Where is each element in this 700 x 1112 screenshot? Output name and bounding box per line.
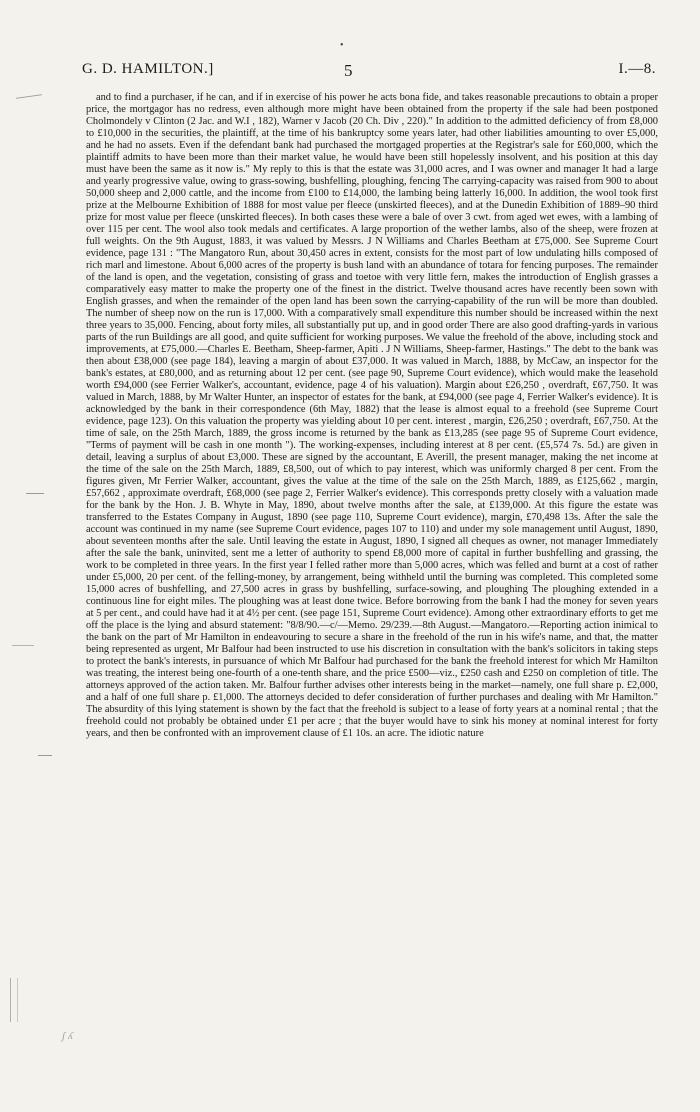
- margin-pencil-mark: [16, 94, 42, 99]
- margin-pencil-mark: [38, 755, 52, 756]
- body-text: [86, 92, 658, 740]
- margin-pencil-mark: [10, 978, 18, 1022]
- margin-scribble: ʃ ʎ: [62, 1030, 73, 1042]
- margin-pencil-mark: [26, 493, 44, 494]
- margin-pencil-mark: [12, 645, 34, 646]
- page-number: 5: [344, 61, 353, 80]
- header-author: G. D. HAMILTON.]: [82, 61, 214, 77]
- document-reference: I.—8.: [618, 61, 656, 77]
- ink-dot: •: [340, 40, 344, 51]
- running-header: [82, 61, 656, 83]
- body-paragraph: and to find a purchaser, if he can, and if in exercise of his power he acts bona fide, and takes reasonable precautions to obtain a proper price, the mortgagor has no redress, even although more might have been obtained from the property if the sale had been postponed Cholmondely v Clinton (2 Jac. and W.I , 182), Warner v Jacob (20 Ch. Div , 220)." In addition to the admitted deficiency of from £8,000 to £10,000 in the securities, the plaintiff, at the time of his bankruptcy some years later, had other liabilities amounting to over £5,000, and he had no assets. Even if the defendant bank had purchased the mortgaged properties at the Registrar's sale for £60,000, which the plaintiff admits to have been more than their market value, he would have been still hopelessly insolvent, and his position at this day must have been the same as it now is." My reply to this is that the estate was 31,000 acres, and I was owner and manager It had a large and yearly progressive value, owing to grass-sowing, bushfelling, ploughing, fencing The carrying-capacity was raised from 900 to about 50,000 sheep and 2,000 cattle, and the income from £100 to £14,000, the lambing being latterly 16,000. In addition, the wool took first prize at the Melbourne Exhibition of 1888 for most value per fleece (unskirted fleeces), and at the Dunedin Exhibition of 1889–90 third prize for most value per fleece (unskirted fleeces). In both cases these were a bale of over 3 cwt. from aged wet ewes, with a lambing of over 115 per cent. The wool also took medals and certificates. A large proportion of the wether lambs, also of the sheep, were frozen at full weights. On the 9th August, 1883, it was valued by Messrs. J N Williams and Charles Beetham at £75,000. See Supreme Court evidence, page 131 : "The Mangatoro Run, about 30,450 acres in extent, consists for the most part of low undulating hills composed of rich marl and limestone. About 6,000 acres of the property is bush land with an abundance of totara for fencing purposes. The remainder of the land is open, and the vegetation, consisting of grass and toetoe with very little fern, makes the introduction of English grasses a comparatively easy matter to make the property one of the finest in the district. Twelve thousand acres have recently been sown with English grasses, and when the remainder of the open land has been sown the carrying-capability of the run will be more than doubled. The number of sheep now on the run is 17,000. With a comparatively small expenditure this number should be increased within the next three years to 35,000. Fencing, about forty miles, all substantially put up, and in good order There are also good drafting-yards in various parts of the run Buildings are all good, and quite sufficient for working purposes. We value the freehold of the above, including stock and improvements, at £75,000.—Charles E. Beetham, Sheep-farmer, Apiti . J N Williams, Sheep-farmer, Hastings." The debt to the bank was then about £38,000 (see page 184), leaving a margin of about £37,000. It was valued in March, 1888, by McCaw, an inspector for the bank's estates, at £80,000, and as returning about 12 per cent. (see page 90, Supreme Court evidence), which would make the leasehold worth £94,000 (see Ferrier Walker's, accountant, evidence, page 4 of his valuation). Margin about £26,250 , overdraft, £67,750. It was valued in March, 1888, by Mr Walter Hunter, an inspector of estates for the bank, at £94,000 (see page 4, Ferrier Walker's evidence). It is acknowledged by the bank in their correspondence (6th May, 1882) that the lease is almost equal to a freehold (see Supreme Court evidence, page 123). On this valuation the property was yielding about 10 per cent. interest , margin, £26,250 ; overdraft, £67,750. At the time of sale, on the 25th March, 1889, the gross income is returned by the bank as £13,285 (see page 95 of Supreme Court evidence, "Terms of payment will be cash in one month "). The working-expenses, including interest at 8 per cent. (£5,574 7s. 5d.) are given in detail, leaving a surplus of about £3,000. These are signed by the accountant, E Averill, the present manager, making the net income at the time of the sale on the 25th March, 1889, £8,500, out of which to pay interest, which was uniformly charged 8 per cent. From the figures given, Mr Ferrier Walker, accountant, gives the value at the time of the sale on the 25th March, 1889, as £125,662 , margin, £57,662 , approximate overdraft, £68,000 (see page 2, Ferrier Walker's evidence). This corresponds pretty closely with a valuation made for the bank by the Hon. J. B. Whyte in May, 1890, about twelve months after the sale, at £139,000. At this figure the estate was transferred to the Estates Company in August, 1890 (see page 110, Supreme Court evidence), margin, £70,498 13s. After the sale the account was continued in my name (see Supreme Court evidence, pages 107 to 110) and under my sole management until August, 1890, about seventeen months after the sale. Until leaving the estate in August, 1890, I signed all cheques as owner, not manager Immediately after the sale the bank, uninvited, sent me a letter of authority to spend £8,000 more of capital in further bushfelling and grassing, the work to be completed in three years. In the first year I felled rather more than 5,000 acres, which was felled and burnt at a cost of rather under £5,000, 20 per cent. of the felling-money, by arrangement, being withheld until the burning was completed. This completed some 15,000 acres of bushfelling, and 27,500 acres in grass by bushfelling, surface-sowing, and ploughing The ploughing extended in a continuous line for eight miles. The ploughing was at least done twice. Before borrowing from the bank I had the money for seven years at 5 per cent., and could have had it at 4½ per cent. (see page 151, Supreme Court evidence). Among other extraordinary efforts to get me off the place is the lying and absurd statement: "8/8/90.—c/—Memo. 29/239.—8th August.—Mangatoro.—Reporting action inimical to the bank on the part of Mr Hamilton in endeavouring to secure a share in the freehold of the run in his wife's name, and that, the matter being represented as urgent, Mr Balfour had been instructed to use his discretion in consultation with the bank's solicitors in taking steps to protect the bank's interests, in pursuance of which Mr Balfour had purchased for the bank the freehold interest for which Mr Hamilton was treating, the interest being one-fourth of a one-tenth share, and the price £500—viz., £250 cash and £250 on completion of title. The attorneys approved of the action taken. Mr. Balfour further advises other interests being in the market—namely, one full share p. £2,000, and a half of one full share p. £1,000. The attorneys decided to defer consideration of further purchases and dealing with Mr Hamilton." The absurdity of this lying statement is shown by the fact that the freehold is subject to a lease of forty years at a nominal rental ; that the freehold could not probably be obtained under £1 per acre ; that the buyer would have to sink his money at nominal interest for forty years, and then be confronted with an improvement clause of £1 10s. an acre. The idiotic nature: [86, 92, 658, 739]
